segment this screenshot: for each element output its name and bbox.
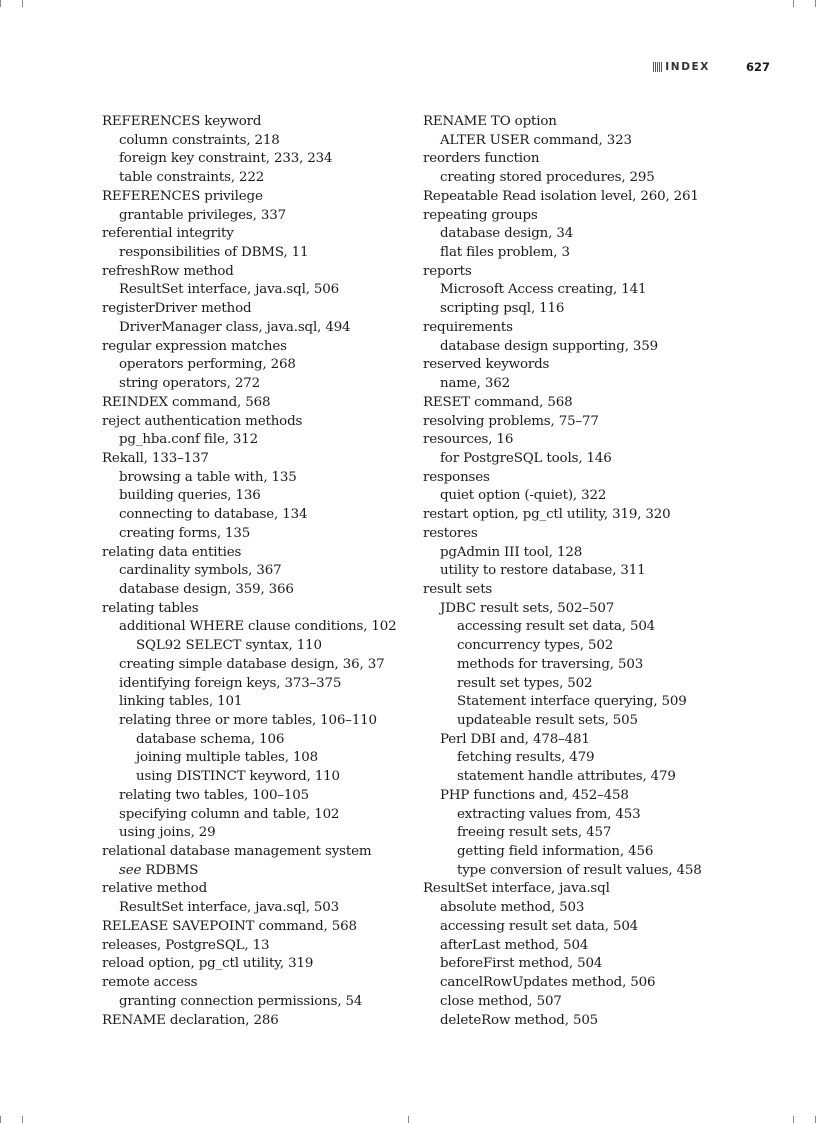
index-sub-entry: pg_hba.conf file, 312 <box>119 432 259 448</box>
index-sub-entry: database design, 359, 366 <box>119 581 294 597</box>
index-sub-entry: PHP functions and, 452–458 <box>440 787 629 803</box>
index-sub-entry: identifying foreign keys, 373–375 <box>119 675 342 691</box>
index-sub-entry: using DISTINCT keyword, 110 <box>136 769 340 785</box>
index-sub-entry: responsibilities of DBMS, 11 <box>119 245 309 261</box>
index-sub-entry: close method, 507 <box>440 993 562 1009</box>
index-main-entry: requirements <box>423 319 513 335</box>
index-main-entry: REFERENCES privilege <box>102 188 263 204</box>
index-main-entry: remote access <box>102 975 198 991</box>
index-sub-entry: pgAdmin III tool, 128 <box>440 544 583 560</box>
index-sub-entry: operators performing, 268 <box>119 357 296 373</box>
page-number: 627 <box>745 60 770 74</box>
index-main-entry: relating data entities <box>102 544 242 560</box>
index-sub-entry: database schema, 106 <box>136 731 285 747</box>
index-sub-entry: quiet option (-quiet), 322 <box>440 488 607 504</box>
index-sub-entry: for PostgreSQL tools, 146 <box>440 450 612 466</box>
index-main-entry: result sets <box>423 581 493 597</box>
index-sub-entry: connecting to database, 134 <box>119 507 308 523</box>
crop-mark <box>22 0 23 7</box>
index-sub-entry: scripting psql, 116 <box>440 301 565 317</box>
index-sub-entry: absolute method, 503 <box>440 900 585 916</box>
index-main-entry: repeating groups <box>423 207 538 223</box>
index-column-right <box>423 113 753 1030</box>
index-main-entry: releases, PostgreSQL, 13 <box>102 937 270 953</box>
index-main-entry: reserved keywords <box>423 357 550 373</box>
index-sub-entry: name, 362 <box>440 376 510 392</box>
index-sub-entry: type conversion of result values, 458 <box>457 862 702 878</box>
index-main-entry: relating tables <box>102 600 199 616</box>
index-sub-entry: browsing a table with, 135 <box>119 469 297 485</box>
index-sub-entry: using joins, 29 <box>119 825 216 841</box>
index-main-entry: ResultSet interface, java.sql <box>423 881 610 897</box>
index-sub-entry: afterLast method, 504 <box>440 937 589 953</box>
index-sub-entry: grantable privileges, 337 <box>119 207 286 223</box>
index-main-entry: relative method <box>102 881 208 897</box>
index-main-entry: Repeatable Read isolation level, 260, 261 <box>423 188 699 204</box>
index-sub-entry: creating simple database design, 36, 37 <box>119 656 385 672</box>
index-main-entry: referential integrity <box>102 226 234 242</box>
crop-mark <box>793 1116 794 1123</box>
index-sub-entry: table constraints, 222 <box>119 170 265 186</box>
crop-mark <box>408 1116 409 1123</box>
index-sub-entry: fetching results, 479 <box>457 750 595 766</box>
index-sub-entry: cardinality symbols, 367 <box>119 563 282 579</box>
index-sub-entry: flat files problem, 3 <box>440 245 570 261</box>
section-label: INDEX <box>665 61 710 73</box>
index-sub-entry: methods for traversing, 503 <box>457 656 644 672</box>
index-main-entry: Rekall, 133–137 <box>102 450 209 466</box>
index-sub-entry: joining multiple tables, 108 <box>136 750 319 766</box>
index-sub-entry: result set types, 502 <box>457 675 593 691</box>
crop-mark <box>793 0 794 7</box>
crop-mark <box>22 1116 23 1123</box>
index-main-entry: RENAME declaration, 286 <box>102 1012 279 1028</box>
index-sub-entry: SQL92 SELECT syntax, 110 <box>136 638 322 654</box>
index-sub-entry: database design supporting, 359 <box>440 338 659 354</box>
index-main-entry: reports <box>423 263 472 279</box>
index-sub-entry: relating two tables, 100–105 <box>119 787 310 803</box>
index-sub-entry: creating forms, 135 <box>119 525 251 541</box>
index-sub-entry: creating stored procedures, 295 <box>440 170 655 186</box>
index-column-left <box>102 113 407 1030</box>
running-head <box>653 58 770 76</box>
index-sub-entry: DriverManager class, java.sql, 494 <box>119 319 351 335</box>
index-main-entry: restores <box>423 525 478 541</box>
crop-mark <box>0 0 1 7</box>
index-main-entry: reload option, pg_ctl utility, 319 <box>102 956 314 972</box>
index-sub-entry: foreign key constraint, 233, 234 <box>119 151 333 167</box>
see-target: RDBMS <box>141 862 199 878</box>
index-main-entry: REINDEX command, 568 <box>102 394 271 410</box>
index-sub-entry: extracting values from, 453 <box>457 806 641 822</box>
index-main-entry: relational database management system <box>102 844 372 860</box>
index-sub-entry: concurrency types, 502 <box>457 638 614 654</box>
index-sub-entry: ALTER USER command, 323 <box>440 132 632 148</box>
index-main-entry: RELEASE SAVEPOINT command, 568 <box>102 918 357 934</box>
section-mark-icon <box>653 62 662 72</box>
index-main-entry: registerDriver method <box>102 301 252 317</box>
index-sub-entry: Statement interface querying, 509 <box>457 694 687 710</box>
index-main-entry: refreshRow method <box>102 263 234 279</box>
index-sub-entry: accessing result set data, 504 <box>457 619 656 635</box>
index-main-entry: REFERENCES keyword <box>102 114 262 129</box>
crop-mark <box>0 1116 1 1123</box>
index-sub-entry: statement handle attributes, 479 <box>457 769 676 785</box>
index-sub-entry: building queries, 136 <box>119 488 261 504</box>
index-main-entry: regular expression matches <box>102 338 287 354</box>
index-main-entry: restart option, pg_ctl utility, 319, 320 <box>423 507 671 523</box>
index-sub-entry: Microsoft Access creating, 141 <box>440 282 647 298</box>
index-sub-entry: accessing result set data, 504 <box>440 918 639 934</box>
index-sub-entry: ResultSet interface, java.sql, 506 <box>119 282 340 298</box>
index-main-entry: responses <box>423 469 490 485</box>
index-sub-entry: linking tables, 101 <box>119 694 243 710</box>
index-sub-entry: granting connection permissions, 54 <box>119 993 363 1009</box>
index-sub-entry: relating three or more tables, 106–110 <box>119 713 377 728</box>
index-main-entry: RENAME TO option <box>423 114 557 129</box>
index-main-entry: reorders function <box>423 151 540 167</box>
index-sub-entry: getting field information, 456 <box>457 844 654 860</box>
index-sub-entry: utility to restore database, 311 <box>440 563 646 579</box>
index-sub-entry: beforeFirst method, 504 <box>440 956 603 972</box>
index-sub-entry: Perl DBI and, 478–481 <box>440 731 590 747</box>
index-sub-entry: additional WHERE clause conditions, 102 <box>119 619 397 635</box>
index-main-entry: resolving problems, 75–77 <box>423 413 599 429</box>
index-sub-entry: updateable result sets, 505 <box>457 713 638 728</box>
index-sub-entry: database design, 34 <box>440 226 574 242</box>
index-main-entry: reject authentication methods <box>102 413 303 429</box>
index-sub-entry: ResultSet interface, java.sql, 503 <box>119 900 340 916</box>
index-main-entry: RESET command, 568 <box>423 394 573 410</box>
see-reference: see <box>119 862 142 878</box>
index-main-entry: resources, 16 <box>423 432 514 448</box>
index-sub-entry: JDBC result sets, 502–507 <box>440 600 615 616</box>
index-sub-entry: freeing result sets, 457 <box>457 825 612 841</box>
index-sub-entry: cancelRowUpdates method, 506 <box>440 975 656 991</box>
index-sub-entry: string operators, 272 <box>119 376 260 392</box>
index-sub-entry: deleteRow method, 505 <box>440 1012 599 1028</box>
index-sub-entry: specifying column and table, 102 <box>119 806 340 822</box>
index-sub-entry: column constraints, 218 <box>119 132 280 148</box>
index-sub-entry <box>102 862 407 881</box>
